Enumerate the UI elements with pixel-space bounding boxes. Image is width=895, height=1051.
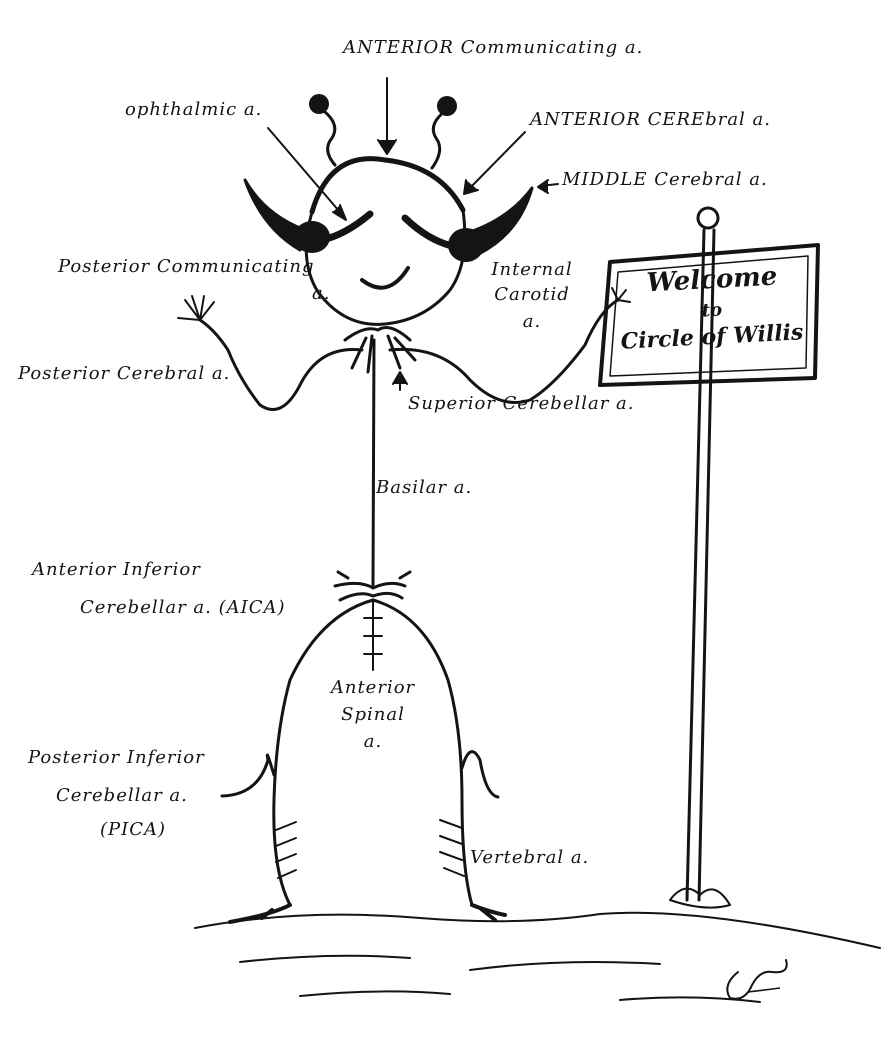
label-superior-cerebellar: Superior Cerebellar a.	[408, 393, 635, 414]
basilar-artery	[373, 340, 374, 585]
head-outline	[306, 210, 465, 324]
right-antenna	[432, 108, 447, 168]
label-vertebral: Vertebral a.	[470, 847, 590, 868]
anterior-communicating-artery	[312, 159, 463, 212]
left-antenna-ball	[309, 94, 329, 114]
label-posterior-communicating-a: a.	[312, 283, 331, 304]
sign-subtitle: Circle of Willis	[620, 319, 804, 355]
label-anterior-cerebral: ANTERIOR CEREbral a.	[530, 109, 771, 130]
label-internal-carotid-3: a.	[522, 311, 542, 332]
left-hand	[178, 296, 214, 320]
right-eyebrow	[405, 218, 452, 246]
signpost-knob	[698, 208, 718, 228]
label-aica-1: Anterior Inferior	[32, 559, 201, 580]
label-basilar: Basilar a.	[376, 477, 473, 498]
label-pica-2: Cerebellar a.	[56, 785, 188, 806]
label-posterior-communicating: Posterior Communicating	[58, 256, 315, 277]
right-antenna-ball	[437, 96, 457, 116]
right-foot	[472, 905, 505, 920]
label-middle-cerebral: MIDDLE Cerebral a.	[562, 169, 768, 190]
label-posterior-cerebral: Posterior Cerebral a.	[18, 363, 231, 384]
label-ophthalmic: ophthalmic a.	[125, 99, 263, 120]
right-leg-hair	[440, 820, 464, 876]
right-pica-loop	[462, 752, 498, 797]
label-anterior-spinal-2: Spinal	[341, 704, 405, 725]
label-pica-3: (PICA)	[100, 819, 167, 840]
ground	[195, 913, 880, 1002]
label-aica-2: Cerebellar a. (AICA)	[80, 597, 286, 618]
anterior-spinal-artery	[364, 600, 382, 670]
label-anterior-spinal-1: Anterior	[330, 677, 416, 698]
label-internal-carotid-1: Internal	[491, 259, 573, 280]
label-anterior-spinal-3: a.	[363, 731, 383, 752]
label-pica-1: Posterior Inferior	[28, 747, 205, 768]
left-antenna	[322, 108, 335, 165]
label-internal-carotid-2: Carotid	[494, 284, 570, 305]
sign-title: Welcome	[645, 261, 779, 299]
sign-to: to	[701, 299, 723, 322]
smile	[362, 268, 408, 288]
left-pica-loop	[222, 755, 274, 796]
label-anterior-communicating: ANTERIOR Communicating a.	[343, 37, 644, 58]
